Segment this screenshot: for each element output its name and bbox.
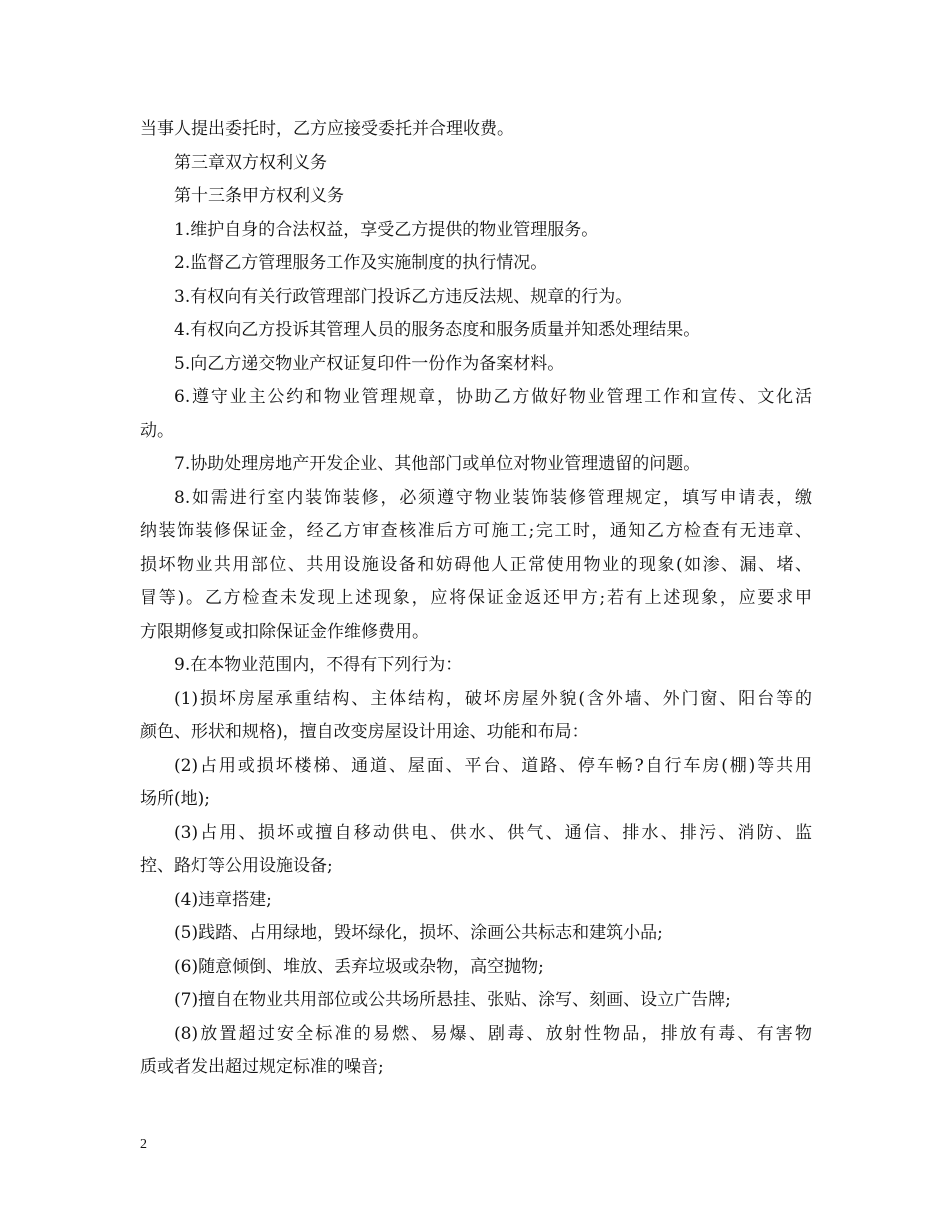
text-line: 第三章双方权利义务: [174, 152, 327, 173]
text-line: 方限期修复或扣除保证金作维修费用。: [140, 621, 429, 642]
text-line: 质或者发出超过规定标准的噪音;: [140, 1057, 384, 1077]
page-number: 2: [140, 1137, 147, 1152]
text-line: 损坏物业共用部位、共用设施设备和妨碍他人正常使用物业的现象(如渗、漏、堵、: [140, 554, 812, 575]
text-line: 3.有权向有关行政管理部门投诉乙方违反法规、规章的行为。: [174, 286, 633, 307]
text-line: (1)损坏房屋承重结构、主体结构，破坏房屋外貌(含外墙、外门窗、阳台等的: [174, 688, 812, 709]
text-line: 9.在本物业范围内，不得有下列行为：: [174, 655, 463, 675]
text-line: 冒等)。乙方检查未发现上述现象，应将保证金返还甲方;若有上述现象，应要求甲: [140, 588, 812, 608]
text-line: 7.协助处理房地产开发企业、其他部门或单位对物业管理遗留的问题。: [174, 454, 701, 474]
text-line: 8.如需进行室内装饰装修，必须遵守物业装饰装修管理规定，填写申请表，缴: [174, 487, 812, 508]
text-line: 控、路灯等公用设施设备;: [140, 856, 333, 876]
text-line: (2)占用或损坏楼梯、通道、屋面、平台、道路、停车畅?自行车房(棚)等共用: [174, 755, 812, 776]
text-line: 6.遵守业主公约和物业管理规章，协助乙方做好物业管理工作和宣传、文化活: [174, 387, 812, 407]
text-line: 动。: [140, 420, 174, 441]
text-line: 场所(地);: [140, 789, 210, 809]
text-line: 5.向乙方递交物业产权证复印件一份作为备案材料。: [174, 353, 565, 374]
document-body: [140, 113, 812, 1085]
text-line: 颜色、形状和规格)，擅自改变房屋设计用途、功能和布局：: [140, 722, 589, 742]
text-line: 2.监督乙方管理服务工作及实施制度的执行情况。: [174, 253, 548, 273]
text-line: (6)随意倾倒、堆放、丢弃垃圾或杂物，高空抛物;: [174, 956, 544, 977]
text-line: 4.有权向乙方投诉其管理人员的服务态度和服务质量并知悉处理结果。: [174, 320, 701, 340]
text-line: (5)践踏、占用绿地，毁坏绿化，损坏、涂画公共标志和建筑小品;: [174, 923, 663, 943]
text-line: 1.维护自身的合法权益，享受乙方提供的物业管理服务。: [174, 219, 599, 240]
text-line: 当事人提出委托时，乙方应接受委托并合理收费。: [140, 119, 514, 139]
text-line: (7)擅自在物业共用部位或公共场所悬挂、张贴、涂写、刻画、设立广告牌;: [174, 990, 731, 1010]
text-line: (4)违章搭建;: [174, 889, 272, 910]
text-line: 第十三条甲方权利义务: [174, 186, 344, 206]
text-line: (8)放置超过安全标准的易燃、易爆、剧毒、放射性物品，排放有毒、有害物: [174, 1023, 812, 1044]
text-line: (3)占用、损坏或擅自移动供电、供水、供气、通信、排水、排污、消防、监: [174, 822, 812, 843]
text-line: 纳装饰装修保证金，经乙方审查核准后方可施工;完工时，通知乙方检查有无违章、: [140, 521, 812, 541]
